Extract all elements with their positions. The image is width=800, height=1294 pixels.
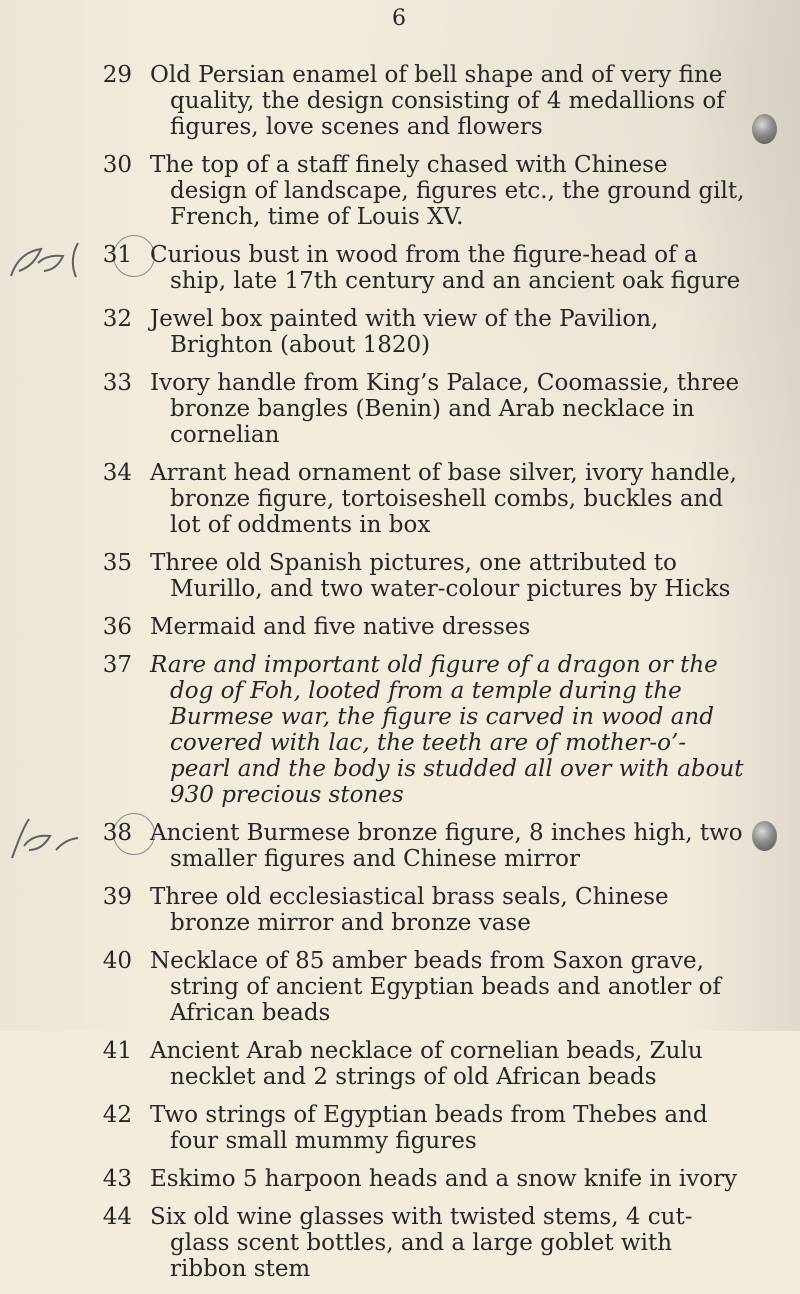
lot-entry: [0, 460, 800, 538]
lot-description: Rare and important old figure of a dragon or the dog of Foh, looted from a temple during the Burmese war, the figure is carved in wood and covered with lac, the teeth are of mother-o’-pearl and the body is studded all over with about 930 precious stones: [150, 652, 744, 808]
lot-entry: [0, 242, 800, 294]
lot-number: 32: [102, 306, 132, 332]
pencil-annotation-icon: [6, 236, 102, 288]
lot-number: 34: [102, 460, 132, 486]
binding-hole-icon: [752, 114, 777, 144]
lot-number: 43: [102, 1166, 132, 1192]
lot-list: [0, 62, 800, 1294]
lot-entry: [0, 1038, 800, 1090]
lot-entry: [0, 370, 800, 448]
lot-number: 39: [102, 884, 132, 910]
lot-entry: [0, 820, 800, 872]
lot-description: Ancient Arab necklace of cornelian beads, Zulu necklet and 2 strings of old African beads: [150, 1038, 703, 1090]
lot-entry: [0, 550, 800, 602]
lot-entry: [0, 614, 800, 640]
lot-description: Three old Spanish pictures, one attributed to Murillo, and two water-colour pictures by Hicks: [150, 550, 731, 602]
lot-number: 30: [102, 152, 132, 178]
lot-number: 35: [102, 550, 132, 576]
lot-number: 36: [102, 614, 132, 640]
lot-description: Six old wine glasses with twisted stems, 4 cut-glass scent bottles, and a large goblet with ribbon stem: [150, 1204, 693, 1282]
page-number: 6: [392, 6, 407, 31]
lot-number: 33: [102, 370, 132, 396]
lot-description: Mermaid and five native dresses: [150, 614, 531, 640]
lot-description: Ivory handle from King’s Palace, Coomassie, three bronze bangles (Benin) and Arab necklace in cornelian: [150, 370, 740, 448]
lot-number: 29: [102, 62, 132, 88]
lot-entry: [0, 62, 800, 140]
lot-number: 44: [102, 1204, 132, 1230]
lot-number: 38: [102, 820, 132, 846]
lot-entry: [0, 884, 800, 936]
lot-description: The top of a staff finely chased with Chinese design of landscape, figures etc., the ground gilt, French, time of Louis XV.: [150, 152, 745, 230]
lot-entry: [0, 1166, 800, 1192]
lot-description: Two strings of Egyptian beads from Thebes and four small mummy figures: [150, 1102, 708, 1154]
lot-description: Ancient Burmese bronze figure, 8 inches high, two smaller figures and Chinese mirror: [150, 820, 743, 872]
lot-entry: [0, 1204, 800, 1282]
lot-number: 40: [102, 948, 132, 974]
lot-number: 42: [102, 1102, 132, 1128]
lot-description: Arrant head ornament of base silver, ivory handle, bronze figure, tortoiseshell combs, buckles and lot of oddments in box: [150, 460, 737, 538]
lot-number: 37: [102, 652, 132, 678]
lot-number: 31: [102, 242, 132, 268]
lot-description: Three old ecclesiastical brass seals, Chinese bronze mirror and bronze vase: [150, 884, 669, 936]
lot-number: 41: [102, 1038, 132, 1064]
lot-description: Eskimo 5 harpoon heads and a snow knife in ivory: [150, 1166, 738, 1192]
lot-description: Jewel box painted with view of the Pavilion, Brighton (about 1820): [150, 306, 659, 358]
pencil-annotation-icon: [6, 814, 102, 866]
binding-hole-icon: [752, 821, 777, 851]
lot-description: Old Persian enamel of bell shape and of very fine quality, the design consisting of 4 medallions of figures, love scenes and flowers: [150, 62, 725, 140]
lot-entry: [0, 306, 800, 358]
lot-description: Curious bust in wood from the figure-head of a ship, late 17th century and an ancient oak figure: [150, 242, 741, 294]
lot-entry: [0, 948, 800, 1026]
lot-description: Necklace of 85 amber beads from Saxon grave, string of ancient Egyptian beads and anotler of African beads: [150, 948, 722, 1026]
lot-entry: [0, 1102, 800, 1154]
lot-entry: [0, 652, 800, 808]
lot-entry: [0, 152, 800, 230]
